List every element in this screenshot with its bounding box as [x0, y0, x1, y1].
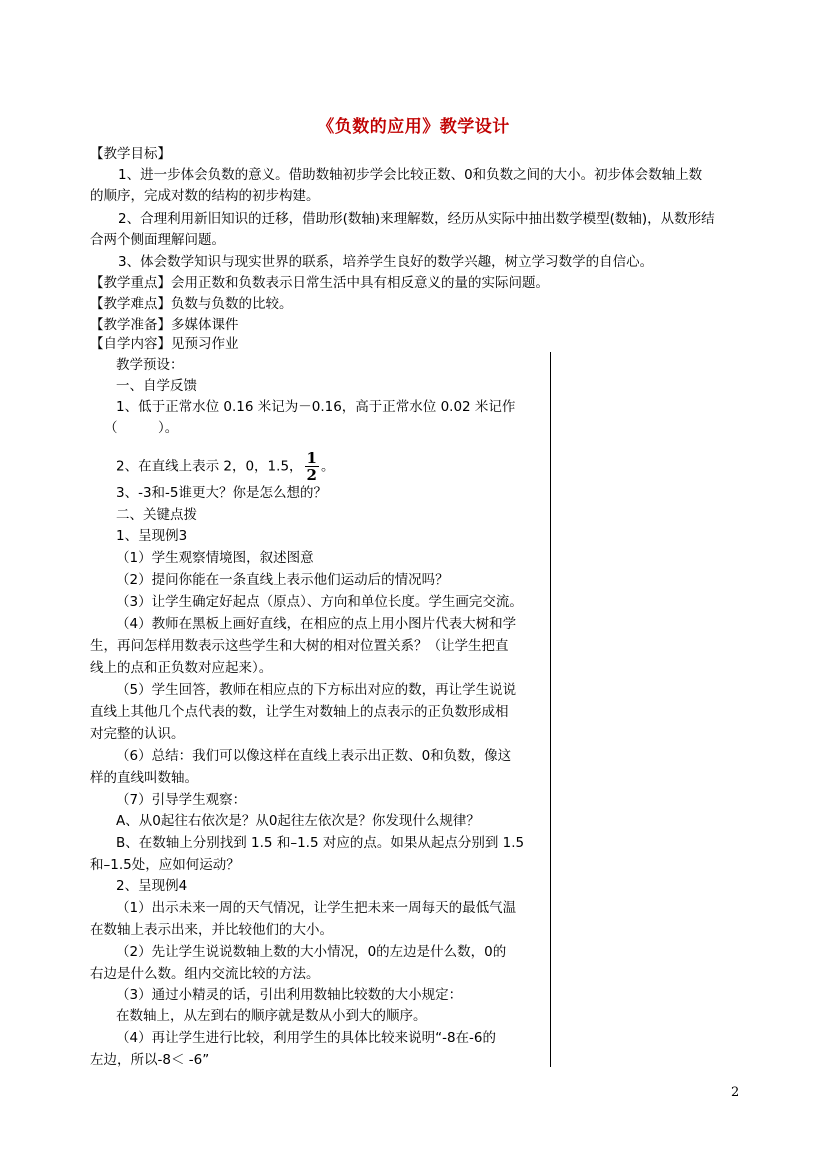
fraction-denominator: 2 — [306, 466, 317, 484]
section-1-heading: 一、自学反馈 — [116, 378, 197, 394]
question-1-line-1: 1、低于正常水位 0.16 米记为－0.16，高于正常水位 0.02 米记作 — [116, 399, 516, 415]
fraction-one-half — [305, 450, 319, 483]
example-3-step-4-line-1: （4）教师在黑板上画好直线，在相应的点上用小图片代表大树和学 — [116, 616, 517, 632]
example-3-step-5-line-2: 直线上其他几个点代表的数，让学生对数轴上的点表示的正负数形成相 — [90, 704, 509, 720]
example-3-step-b-line-1: B、在数轴上分别找到 1.5 和–1.5 对应的点。如果从起点分别到 1.5 — [116, 835, 525, 851]
example-4-step-2-line-1: （2）先让学生说说数轴上数的大小情况，0的左边是什么数，0的 — [116, 944, 507, 960]
plan-heading: 教学预设： — [116, 357, 184, 373]
example-4-step-3: （3）通过小精灵的话，引出利用数轴比较数的大小规定： — [116, 987, 463, 1003]
example-4-rule: 在数轴上，从左到右的顺序就是数从小到大的顺序。 — [116, 1008, 427, 1024]
example-3-step-4-line-2: 生，再问怎样用数表示这些学生和大树的相对位置关系？（让学生把直 — [90, 638, 509, 654]
example-3-step-7: （7）引导学生观察： — [116, 792, 247, 808]
page-number: 2 — [731, 1085, 740, 1100]
question-2-text: 2、在直线上表示 2，0，1.5， — [116, 458, 303, 475]
example-3-step-4-line-3: 线上的点和正负数对应起来）。 — [90, 660, 273, 676]
example-4-heading: 2、呈现例4 — [116, 878, 188, 894]
example-3-step-2: （2）提问你能在一条直线上表示他们运动后的情况吗？ — [116, 572, 449, 588]
example-4-step-4-line-2: 左边，所以-8＜ -6” — [90, 1052, 210, 1068]
example-3-step-5-line-3: 对完整的认识。 — [90, 726, 185, 742]
fraction-numerator: 1 — [306, 449, 317, 467]
example-4-step-1-line-2: 在数轴上表示出来，并比较他们的大小。 — [90, 922, 333, 938]
objective-2-line-2: 合两个侧面理解问题。 — [90, 232, 225, 248]
objective-3: 3、体会数学知识与现实世界的联系，培养学生良好的数学兴趣，树立学习数学的自信心。 — [118, 254, 654, 270]
question-3: 3、-3和-5谁更大？你是怎么想的？ — [116, 485, 328, 501]
question-2 — [116, 450, 334, 483]
preparation: 【教学准备】多媒体课件 — [90, 317, 239, 333]
example-4-step-4-line-1: （4）再让学生进行比较，利用学生的具体比较来说明“-8在-6的 — [116, 1030, 497, 1046]
example-3-step-b-line-2: 和–1.5处，应如何运动？ — [90, 857, 240, 873]
example-3-step-3: （3）让学生确定好起点（原点）、方向和单位长度。学生画完交流。 — [116, 594, 523, 610]
objective-1-line-2: 的顺序，完成对数的结构的初步构建。 — [90, 188, 320, 204]
example-3-heading: 1、呈现例3 — [116, 528, 188, 544]
difficulties: 【教学难点】负数与负数的比较。 — [90, 296, 293, 312]
example-3-step-a: A、从0起往右依次是？从0起往左依次是？你发现什么规律？ — [116, 813, 480, 829]
key-points: 【教学重点】会用正数和负数表示日常生活中具有相反意义的量的实际问题。 — [90, 275, 549, 291]
table-divider — [550, 352, 551, 1067]
document-title: 《负数的应用》教学设计 — [317, 117, 510, 137]
example-3-step-6-line-1: （6）总结：我们可以像这样在直线上表示出正数、0和负数，像这 — [116, 748, 512, 764]
objective-1-line-1: 1、进一步体会负数的意义。借助数轴初步学会比较正数、0和负数之间的大小。初步体会数轴上数 — [118, 167, 703, 183]
example-3-step-1: （1）学生观察情境图，叙述图意 — [116, 550, 314, 566]
question-2-end: 。 — [320, 458, 335, 475]
objectives-heading: 【教学目标】 — [90, 146, 171, 162]
example-4-step-1-line-1: （1）出示未来一周的天气情况，让学生把未来一周每天的最低气温 — [116, 900, 517, 916]
objective-2-line-1: 2、合理利用新旧知识的迁移，借助形(数轴)来理解数，经历从实际中抽出数学模型(数轴)，从数形结 — [118, 211, 715, 227]
example-4-step-2-line-2: 右边是什么数。组内交流比较的方法。 — [90, 966, 320, 982]
example-3-step-6-line-2: 样的直线叫数轴。 — [90, 770, 198, 786]
question-1-line-2: （ ）。 — [104, 420, 179, 436]
section-2-heading: 二、关键点拨 — [116, 507, 197, 523]
self-study: 【自学内容】见预习作业 — [90, 336, 239, 352]
example-3-step-5-line-1: （5）学生回答，教师在相应点的下方标出对应的数，再让学生说说 — [116, 682, 517, 698]
